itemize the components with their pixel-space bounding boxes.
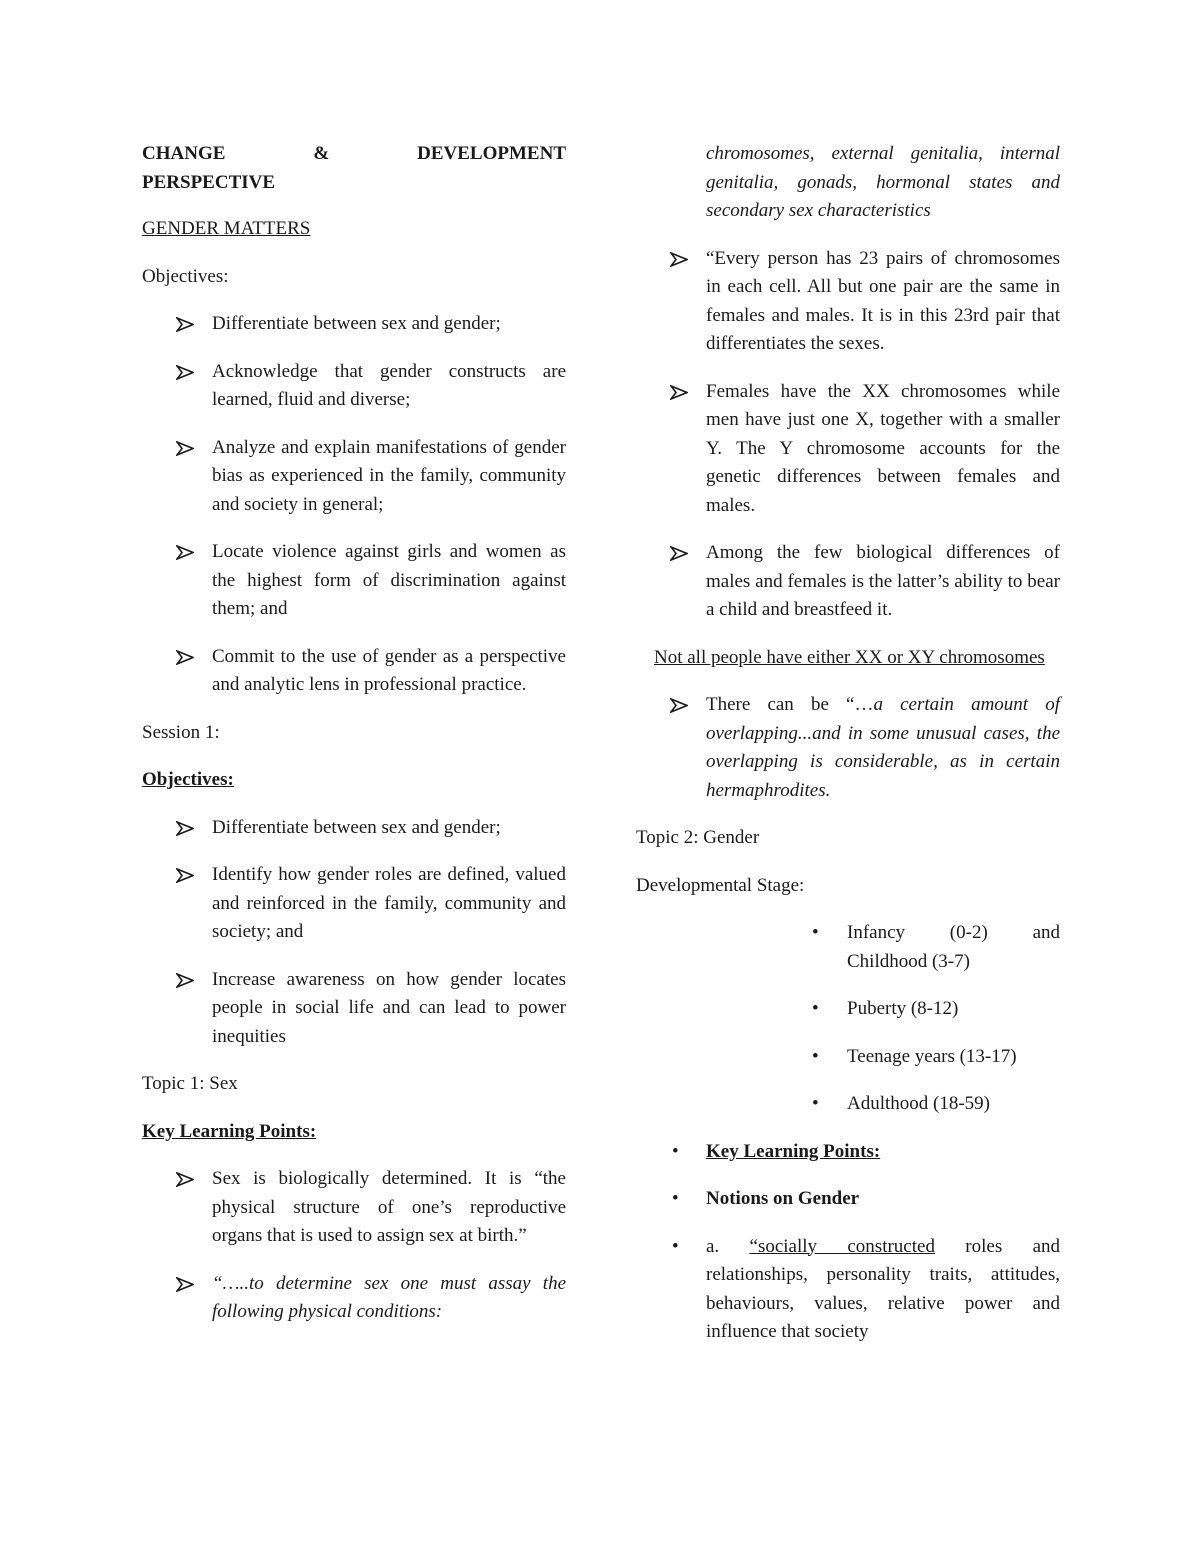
arrow-bullet-icon [176,441,194,456]
chromosome-point-text: Among the few biological differences of males and females is the latter’s ability to bear a child and breastfeed it. [706,542,1060,620]
arrow-bullet-icon [176,821,194,836]
arrow-bullet-icon [176,1172,194,1187]
session-objective-text: Identify how gender roles are defined, valued and reinforced in the family, community and society; and [212,864,566,942]
session-objectives-label: Objectives: [142,769,234,790]
arrow-bullet-icon [176,365,194,380]
notions-on-gender-item [636,1185,1060,1214]
dev-stage-item [636,995,1060,1024]
objectives-label: Objectives: [142,265,229,287]
dev-stage-item [636,1090,1060,1119]
bullet-dot-icon: • [812,922,819,943]
notion-a-prefix: a. [706,1235,750,1257]
session-objective-item [142,861,566,947]
overlap-prefix: There can be “… [706,694,874,715]
title-line-1 [142,140,566,169]
session-objective-item [142,966,566,1052]
session-objective-text: Differentiate between sex and gender; [212,816,501,838]
title-ampersand: & [313,143,330,164]
chromosome-point-item [636,378,1060,521]
dev-stage-text: Adulthood (18-59) [847,1093,991,1114]
objective-item [142,310,566,339]
session-objective-item [142,814,566,843]
arrow-bullet-icon [176,545,194,560]
dev-stage-item [636,1043,1060,1072]
title-word-change: CHANGE [142,143,226,164]
session-objective-text: Increase awareness on how gender locates people in social life and can lead to power inequities [212,968,566,1047]
dev-stage-text: Teenage years (13-17) [847,1045,1017,1067]
assay-point-item [142,1270,566,1327]
objective-item [142,434,566,520]
arrow-bullet-icon [176,1277,194,1292]
notion-a-underlined: “socially constructed [749,1235,935,1257]
objective-text: Differentiate between sex and gender; [212,313,501,334]
chromosome-point-text: Females have the XX chromosomes while men have just one X, together with a smaller Y. The Y chromosome accounts for the genetic differences between females and males. [706,380,1060,516]
bullet-dot-icon: • [672,1188,679,1209]
section-heading: GENDER MATTERS [142,218,311,239]
topic-2-heading: Topic 2: Gender [636,827,760,848]
document-title [142,140,566,197]
objective-text: Locate violence against girls and women as the highest form of discrimination against them; and [212,541,566,619]
objective-item [142,538,566,624]
arrow-bullet-icon [670,546,688,561]
arrow-bullet-icon [670,698,688,713]
dev-stage-item [636,919,1060,976]
bullet-dot-icon: • [672,1235,679,1257]
assay-continuation: chromosomes, external genitalia, internal genitalia, gonads, hormonal states and secondary sex characteristics [706,143,1060,221]
notion-a-item [636,1233,1060,1347]
bullet-dot-icon: • [812,998,819,1019]
title-line-2: PERSPECTIVE [142,171,276,193]
overlap-quote: a certain amount of overlapping...and in some unusual cases, the overlapping is considerable, as in certain hermaphrodites. [706,694,1060,801]
arrow-bullet-icon [670,385,688,400]
dev-stage-text: Infancy (0-2) and Childhood (3-7) [847,922,1060,972]
arrow-bullet-icon [176,868,194,883]
key-learning-points-2-item [636,1138,1060,1167]
left-column [142,140,566,1327]
notions-on-gender-label: Notions on Gender [706,1188,860,1209]
arrow-bullet-icon [176,317,194,332]
right-column [636,140,1060,1366]
sex-point-item [142,1165,566,1251]
overlap-point-item [636,691,1060,805]
objective-text: Acknowledge that gender constructs are learned, fluid and diverse; [212,360,566,410]
assay-point-text: “…..to determine sex one must assay the following physical conditions: [212,1272,566,1322]
chromosome-point-item [636,245,1060,359]
objective-item [142,358,566,415]
sex-point-text: Sex is biologically determined. It is “the physical structure of one’s reproductive organs that is used to assign sex at birth.” [212,1168,566,1246]
topic-1-heading: Topic 1: Sex [142,1073,238,1094]
chromosome-point-item [636,539,1060,625]
objective-text: Commit to the use of gender as a perspective and analytic lens in professional practice. [212,645,566,695]
bullet-dot-icon: • [812,1045,819,1067]
developmental-stage-label: Developmental Stage: [636,874,805,896]
title-word-development: DEVELOPMENT [417,143,566,164]
objective-item [142,643,566,700]
bullet-dot-icon: • [672,1140,679,1162]
arrow-bullet-icon [176,973,194,988]
objective-text: Analyze and explain manifestations of gender bias as experienced in the family, community and society in general; [212,436,566,515]
notion-a-text: roles and relationships, personality traits, attitudes, behaviours, values, relative power and influence that society [706,1235,1060,1342]
not-all-heading: Not all people have either XX or XY chromosomes [654,646,1045,668]
arrow-bullet-icon [176,650,194,665]
key-learning-points-label: Key Learning Points: [142,1120,317,1142]
bullet-dot-icon: • [812,1093,819,1114]
session-label: Session 1: [142,721,220,743]
dev-stage-text: Puberty (8-12) [847,998,959,1019]
chromosome-point-text: “Every person has 23 pairs of chromosomes in each cell. All but one pair are the same in females and males. It is in this 23rd pair that differentiates the sexes. [706,247,1060,354]
arrow-bullet-icon [670,252,688,267]
key-learning-points-2-label: Key Learning Points: [706,1140,881,1162]
